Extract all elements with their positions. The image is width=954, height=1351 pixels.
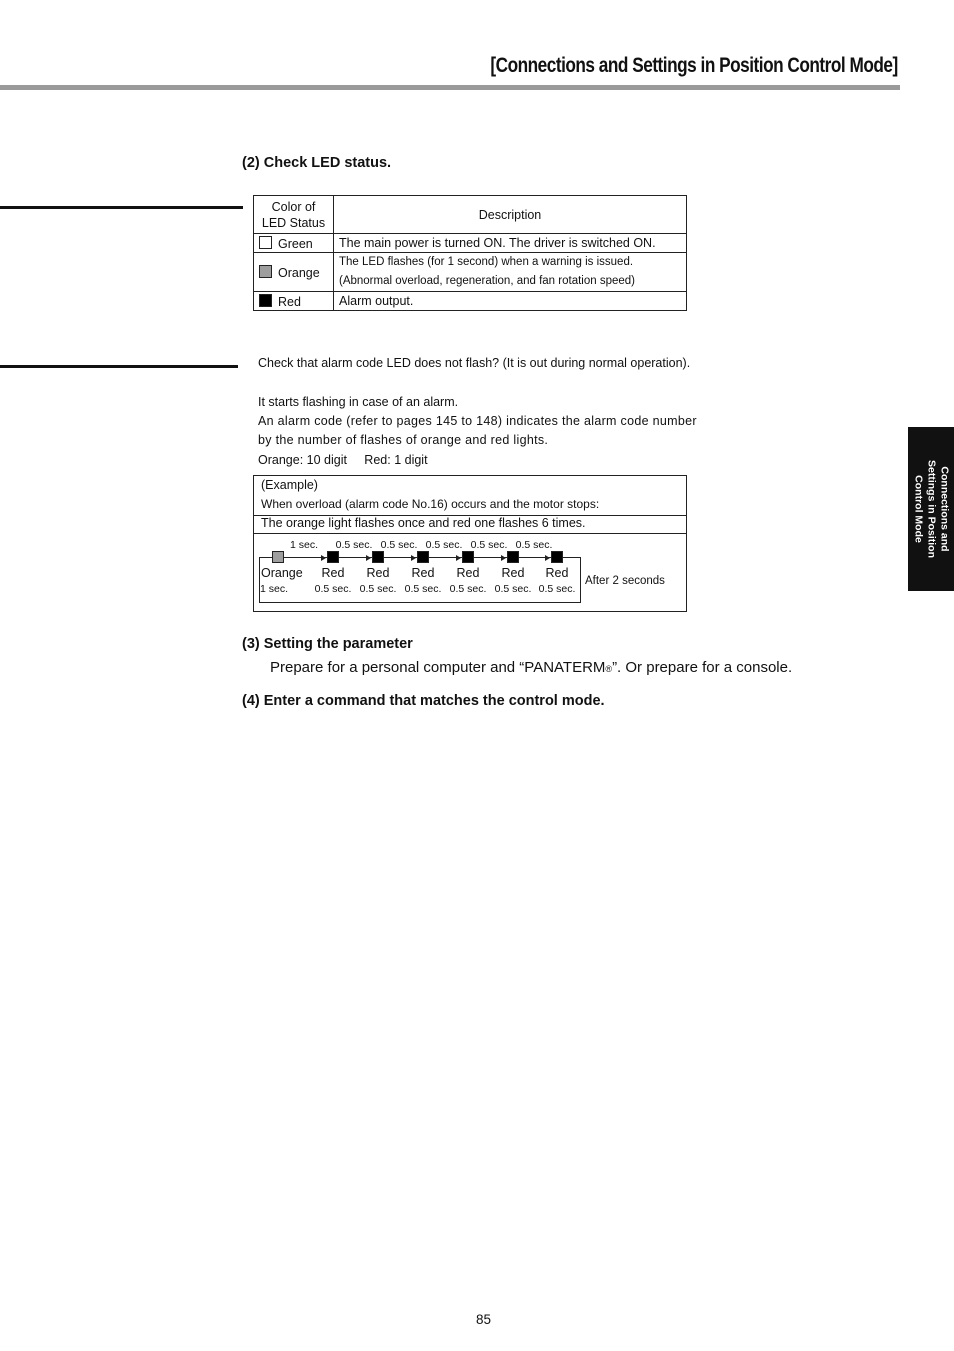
light-label: Red	[366, 566, 390, 580]
sequence-arrow-line	[384, 557, 412, 558]
arrowhead-icon	[456, 555, 461, 561]
sequence-arrow-line	[339, 557, 367, 558]
led-flash-square	[372, 551, 384, 563]
flash-sequence-box	[259, 557, 581, 603]
header-rule	[0, 85, 900, 90]
color-label: Green	[278, 236, 313, 251]
description-cell: The main power is turned ON. The driver is switched ON.	[334, 234, 687, 253]
section-3-text-part: ”. Or prepare for a console.	[612, 659, 793, 676]
light-label: Red	[501, 566, 525, 580]
sequence-arrow-line	[284, 557, 322, 558]
description-cell	[334, 253, 687, 292]
orange-led-swatch	[259, 265, 272, 278]
sequence-arrow-line	[429, 557, 457, 558]
section-2-heading: (2) Check LED status.	[242, 155, 392, 171]
led-flash-square	[327, 551, 339, 563]
color-cell	[254, 234, 334, 253]
side-tab-line: Settings in Position	[925, 459, 938, 559]
light-duration: 0.5 sec.	[494, 583, 532, 595]
description-cell: Alarm output.	[334, 292, 687, 311]
led-flash-square	[551, 551, 563, 563]
green-led-swatch	[259, 236, 272, 249]
section-3-heading: (3) Setting the parameter	[242, 636, 413, 652]
red-led-swatch	[259, 294, 272, 307]
arrowhead-icon	[366, 555, 371, 561]
side-tab-line: Connections and	[938, 466, 951, 552]
interval-label: 0.5 sec.	[335, 539, 373, 551]
led-flash-square	[462, 551, 474, 563]
led-flash-square	[417, 551, 429, 563]
table-row	[254, 234, 687, 253]
interval-label: 0.5 sec.	[470, 539, 508, 551]
margin-rule	[0, 365, 238, 368]
alarm-check-text: Check that alarm code LED does not flash? (It is out during normal operation).	[258, 356, 691, 370]
color-header-line: Color of	[271, 199, 316, 214]
color-header-cell	[254, 196, 334, 234]
description-line: (Abnormal overload, regeneration, and fan rotation speed)	[339, 275, 635, 287]
light-label: Red	[411, 566, 435, 580]
description-header: Description	[334, 196, 687, 234]
arrowhead-icon	[411, 555, 416, 561]
sequence-arrow-line	[519, 557, 546, 558]
color-label: Red	[278, 294, 301, 309]
color-label: Orange	[278, 265, 320, 280]
light-duration: 0.5 sec.	[359, 583, 397, 595]
light-label: Red	[545, 566, 569, 580]
table-row	[254, 292, 687, 311]
light-duration: 0.5 sec.	[404, 583, 442, 595]
led-flash-square	[507, 551, 519, 563]
section-4-heading: (4) Enter a command that matches the control mode.	[242, 693, 605, 709]
arrowhead-icon	[501, 555, 506, 561]
table-row	[254, 253, 687, 292]
light-duration: 0.5 sec.	[538, 583, 576, 595]
light-duration: 0.5 sec.	[314, 583, 352, 595]
light-label: Orange	[261, 566, 303, 580]
description-line: The LED flashes (for 1 second) when a warning is issued.	[339, 256, 634, 268]
interval-label: 0.5 sec.	[380, 539, 418, 551]
section-3-text-part: Prepare for a personal computer and “PANATERM	[270, 659, 606, 676]
margin-rule	[0, 206, 243, 209]
arrowhead-icon	[321, 555, 326, 561]
light-label: Red	[321, 566, 345, 580]
page-header-title: [Connections and Settings in Position Control Mode]	[490, 54, 898, 77]
light-duration: 0.5 sec.	[449, 583, 487, 595]
led-status-table	[253, 195, 687, 311]
registered-mark: ®	[605, 664, 613, 674]
divider	[254, 533, 686, 534]
alarm-text: by the number of flashes of orange and red lights.	[258, 433, 549, 447]
example-text: When overload (alarm code No.16) occurs and the motor stops:	[261, 497, 600, 511]
example-title: (Example)	[261, 478, 318, 492]
color-cell	[254, 292, 334, 311]
after-label: After 2 seconds	[585, 575, 665, 587]
example-text: The orange light flashes once and red one flashes 6 times.	[261, 516, 586, 530]
light-duration: 1 sec.	[259, 583, 288, 595]
side-tab-line: Control Mode	[912, 475, 925, 543]
interval-label: 1 sec.	[289, 539, 318, 551]
page-number: 85	[476, 1312, 492, 1327]
table-header-row	[254, 196, 687, 234]
section-side-tab	[908, 427, 954, 591]
alarm-text: An alarm code (refer to pages 145 to 148) indicates the alarm code number	[258, 414, 697, 428]
arrowhead-icon	[545, 555, 550, 561]
color-cell	[254, 253, 334, 292]
light-label: Red	[456, 566, 480, 580]
section-3-text	[270, 659, 792, 676]
led-flash-square	[272, 551, 284, 563]
sequence-arrow-line	[474, 557, 502, 558]
alarm-text: It starts flashing in case of an alarm.	[258, 395, 459, 409]
interval-label: 0.5 sec.	[425, 539, 463, 551]
alarm-digit-text: Orange: 10 digit Red: 1 digit	[258, 453, 428, 467]
interval-label: 0.5 sec.	[515, 539, 553, 551]
color-header-line: LED Status	[261, 215, 326, 230]
